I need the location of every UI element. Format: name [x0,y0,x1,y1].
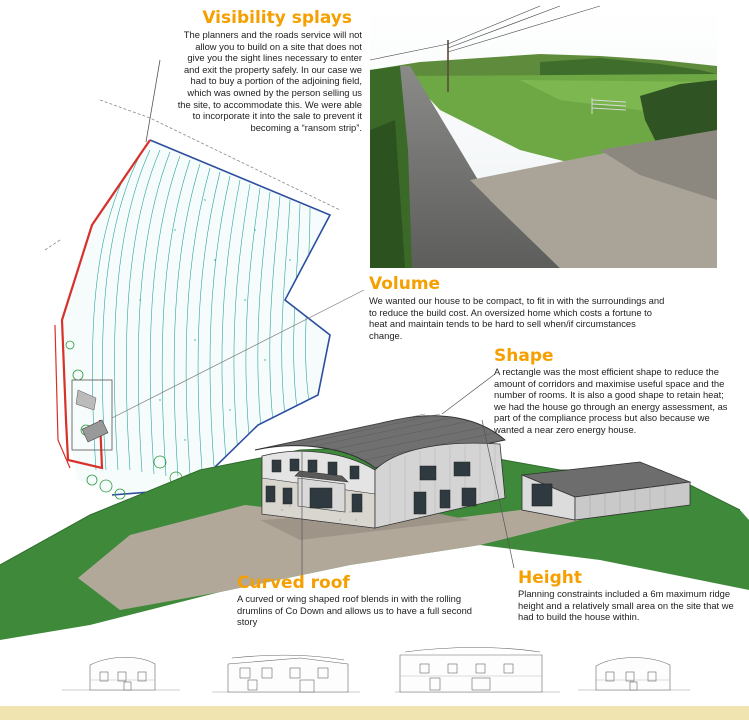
height-title: Height [518,568,582,588]
curved-roof-text: A curved or wing shaped roof blends in with the rolling drumlins of Co Down and allows us to have a full second story [237,593,473,628]
volume-title: Volume [369,274,441,294]
elevation-2 [212,655,360,692]
volume-text: We wanted our house to be compact, to fit in with the surroundings and to reduce the build cost. An oversized home which costs a fortune to heat and maintain tends to be hard to sell when/if circumstances change. [369,295,665,341]
visibility-splays-title: Visibility splays [202,8,352,28]
height-text: Planning constraints included a 6m maximum ridge height and a relatively small area on the site that we had to build the house within. [518,588,734,623]
curved-roof-title: Curved roof [237,573,350,593]
elevation-4 [578,658,690,690]
shape-text: A rectangle was the most efficient shape to reduce the amount of corridors and maximise useful space and the number of rooms. It is also a good shape to retain heat; we had the house go through an energy assessment, as part of the compliance process but also because we wanted a near zero energy house. [494,366,728,435]
elevation-1 [62,657,180,690]
visibility-splays-text: The planners and the roads service will not allow you to build on a site that does not give you the sight lines necessary to enter and exit the property safely. In our case we had to buy a portion of the adjoining field, which was owned by the person selling us the site, to accommodate this. We were able to incorporate it into the sale to prevent it becoming a “ransom strip”. [177,29,362,133]
elevation-3 [395,648,560,693]
shape-title: Shape [494,346,554,366]
